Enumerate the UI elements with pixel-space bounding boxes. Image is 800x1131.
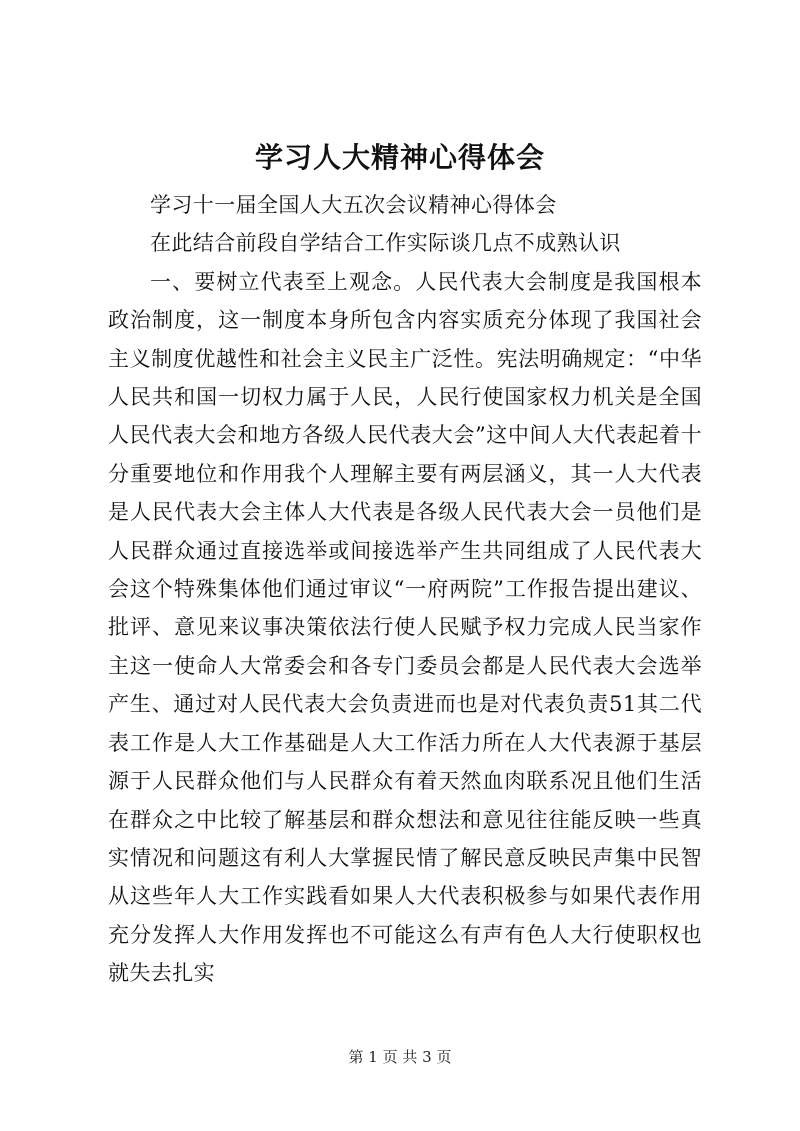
page-number-footer: 第 1 页 共 3 页: [348, 1048, 452, 1066]
document-body: [108, 186, 702, 993]
section-one-paragraph: 一、要树立代表至上观念。人民代表大会制度是我国根本政治制度，这一制度本身所包含内容实质充分体现了我国社会主义制度优越性和社会主义民主广泛性。宪法明确规定：“中华人民共和国一切权力属于人民，人民行使国家权力机关是全国人民代表大会和地方各级人民代表大会”这中间人大代表起着十分重要地位和作用我个人理解主要有两层涵义，其一人大代表是人民代表大会主体人大代表是各级人民代表大会一员他们是人民群众通过直接选举或间接选举产生共同组成了人民代表大会这个特殊集体他们通过审议“一府两院”工作报告提出建议、批评、意见来议事决策依法行使人民赋予权力完成人民当家作主这一使命人大常委会和各专门委员会都是人民代表大会选举产生、通过对人民代表大会负责进而也是对代表负责51其二代表工作是人大工作基础是人大工作活力所在人大代表源于基层源于人民群众他们与人民群众有着天然血肉联系况且他们生活在群众之中比较了解基层和群众想法和意见往往能反映一些真实情况和问题这有利人大掌握民情了解民意反映民声集中民智从这些年人大工作实践看如果人大代表积极参与如果代表作用充分发挥人大作用发挥也不可能这么有声有色人大行使职权也就失去扎实: [108, 269, 702, 986]
intro-paragraph: 在此结合前段自学结合工作实际谈几点不成熟认识: [150, 231, 621, 256]
subtitle-paragraph: 学习十一届全国人大五次会议精神心得体会: [150, 193, 557, 217]
document-title: 学习人大精神心得体会: [254, 141, 545, 174]
